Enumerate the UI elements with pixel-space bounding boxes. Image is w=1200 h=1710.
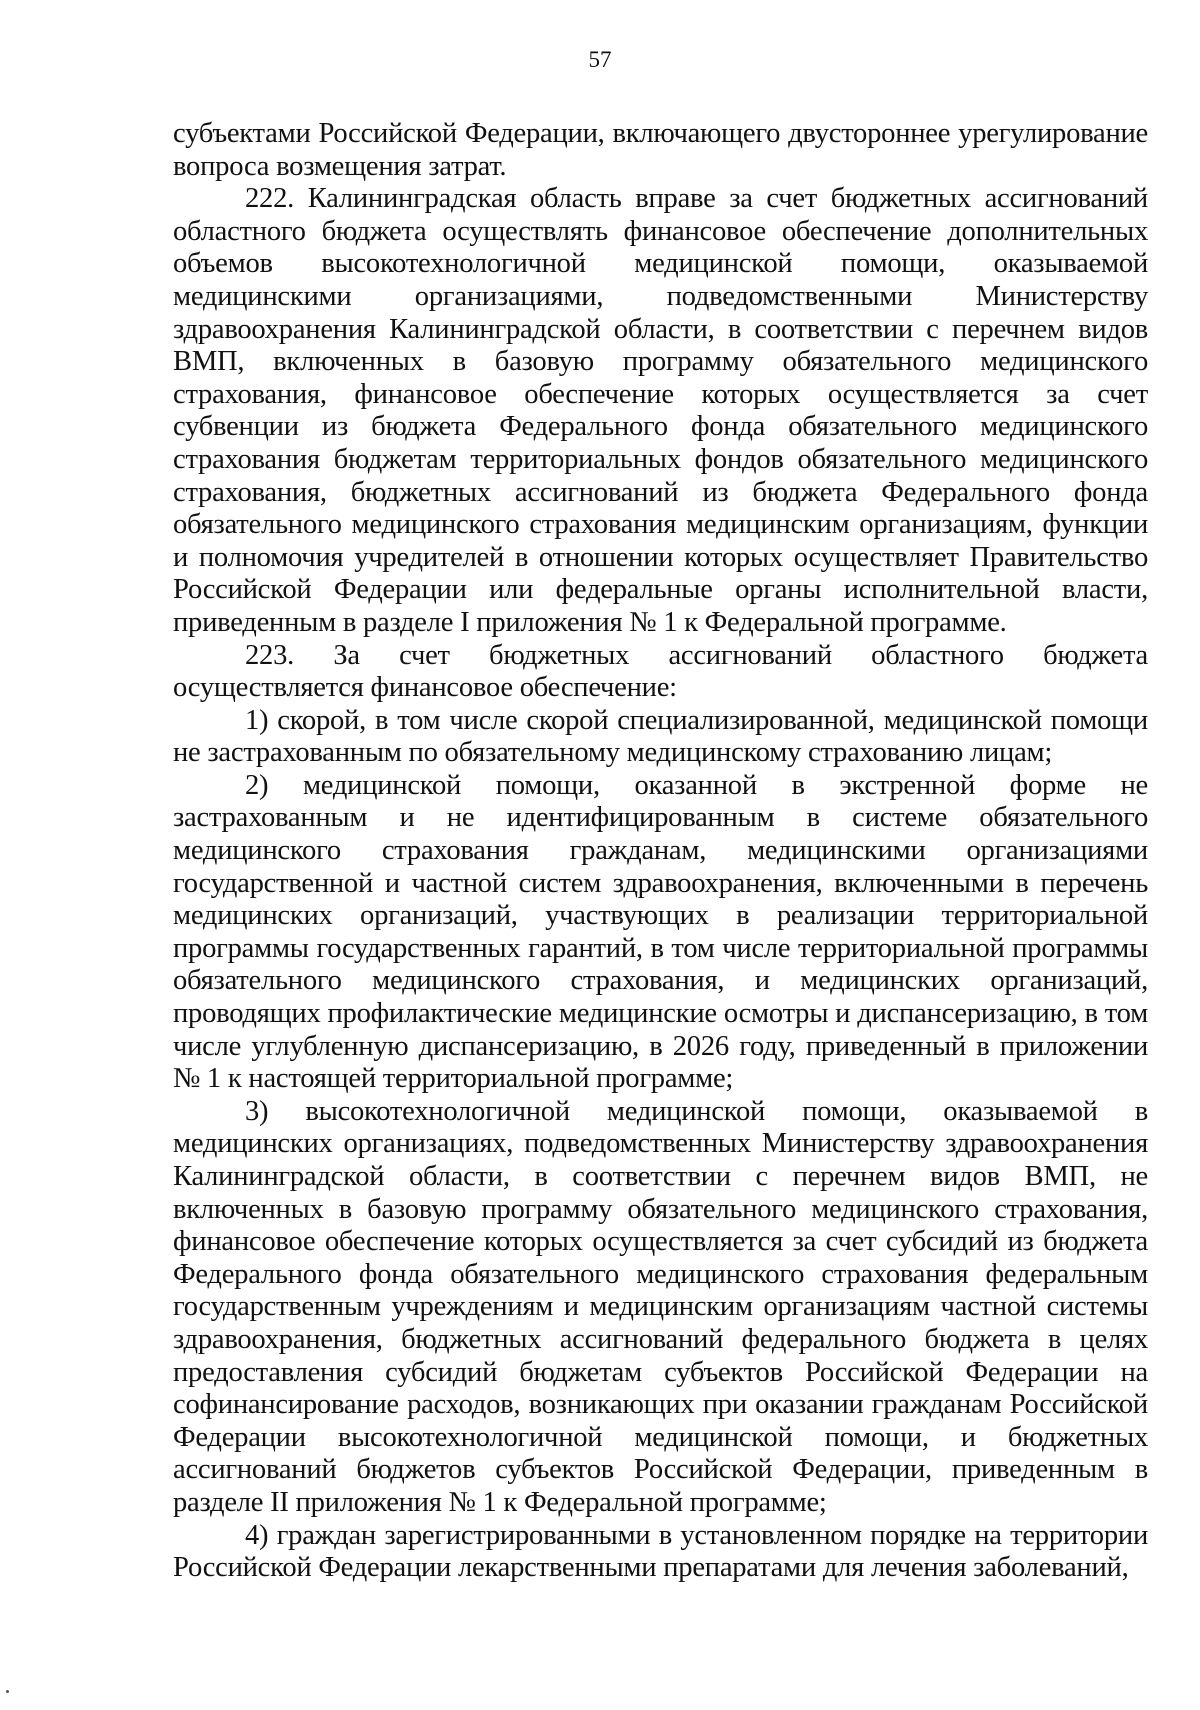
paragraph-continuation: субъектами Российской Федерации, включающего двустороннее урегулирование вопроса возмещения затрат. (173, 118, 1148, 182)
list-item-4: 4) граждан зарегистрированными в установленном порядке на территории Российской Федерации лекарственными препаратами для лечения заболеваний, (173, 1519, 1148, 1584)
paragraph-223: 223. За счет бюджетных ассигнований областного бюджета осуществляется финансовое обеспечение: (173, 639, 1148, 704)
scan-artifact-dot (6, 1690, 9, 1693)
document-body (173, 118, 1148, 1585)
list-item-3: 3) высокотехнологичной медицинской помощи, оказываемой в медицинских организациях, подведомственных Министерству здравоохранения Калининградской области, в соответствии с перечнем видов ВМП, не включенных в базовую программу обязательного медицинского страхования, финансовое обеспечение которых осуществляется за счет субсидий из бюджета Федерального фонда обязательного медицинского страхования федеральным государственным учреждениям и медицинским организациям частной системы здравоохранения, бюджетных ассигнований федерального бюджета в целях предоставления субсидий бюджетам субъектов Российской Федерации на софинансирование расходов, возникающих при оказании гражданам Российской Федерации высокотехнологичной медицинской помощи, и бюджетных ассигнований бюджетов субъектов Российской Федерации, приведенным в разделе II приложения № 1 к Федеральной программе; (173, 1095, 1148, 1518)
list-item-1: 1) скорой, в том числе скорой специализированной, медицинской помощи не застрахованным по обязательному медицинскому страхованию лицам; (173, 704, 1148, 769)
list-item-2: 2) медицинской помощи, оказанной в экстренной форме не застрахованным и не идентифицированным в системе обязательного медицинского страхования гражданам, медицинскими организациями государственной и частной систем здравоохранения, включенными в перечень медицинских организаций, участвующих в реализации территориальной программы государственных гарантий, в том числе территориальной программы обязательного медицинского страхования, и медицинских организаций, проводящих профилактические медицинские осмотры и диспансеризацию, в том числе углубленную диспансеризацию, в 2026 году, приведенный в приложении № 1 к настоящей территориальной программе; (173, 769, 1148, 1095)
paragraph-222: 222. Калининградская область вправе за счет бюджетных ассигнований областного бюджета осуществлять финансовое обеспечение дополнительных объемов высокотехнологичной медицинской помощи, оказываемой медицинскими организациями, подведомственными Министерству здравоохранения Калининградской области, в соответствии с перечнем видов ВМП, включенных в базовую программу обязательного медицинского страхования, финансовое обеспечение которых осуществляется за счет субвенции из бюджета Федерального фонда обязательного медицинского страхования бюджетам территориальных фондов обязательного медицинского страхования, бюджетных ассигнований из бюджета Федерального фонда обязательного медицинского страхования медицинским организациям, функции и полномочия учредителей в отношении которых осуществляет Правительство Российской Федерации или федеральные органы исполнительной власти, приведенным в разделе I приложения № 1 к Федеральной программе. (173, 183, 1148, 638)
page-number: 57 (588, 47, 612, 72)
